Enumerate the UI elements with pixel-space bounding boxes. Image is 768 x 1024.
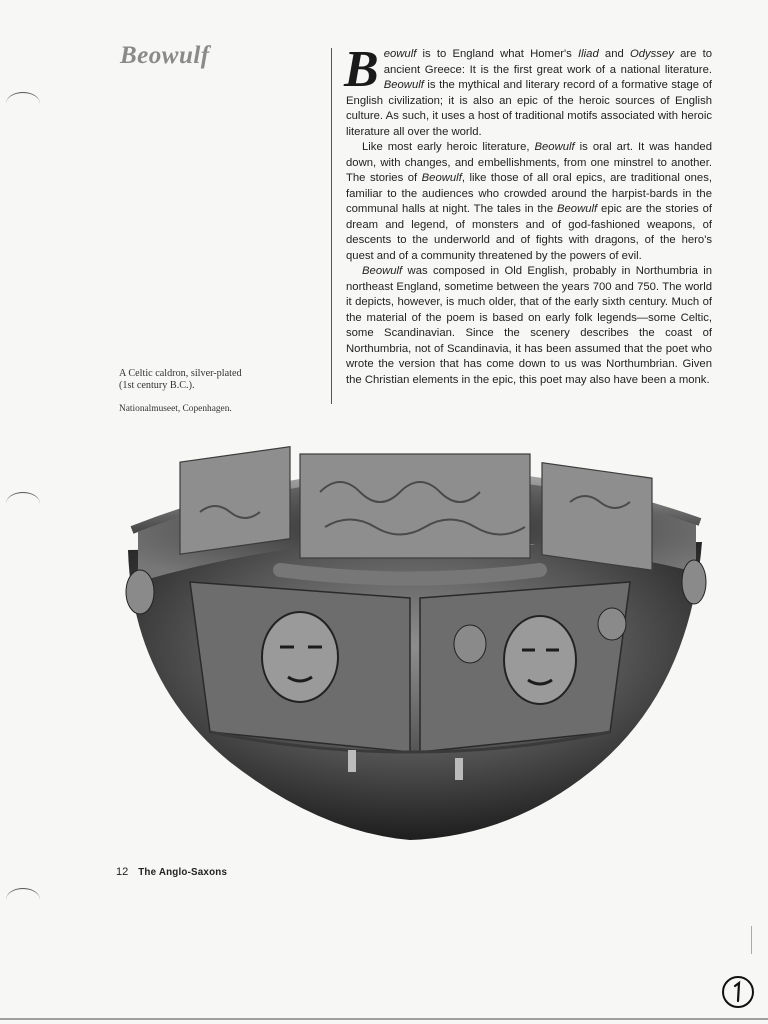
binder-hole-mark	[6, 92, 40, 115]
text-run: Like most early heroic literature,	[362, 141, 535, 153]
section-title: The Anglo-Saxons	[138, 867, 228, 878]
body-text	[344, 41, 712, 388]
caption-line-2: (1st century B.C.).	[119, 380, 195, 391]
italic-run: Beowulf	[421, 172, 462, 184]
italic-run: Beowulf	[556, 203, 598, 215]
italic-run: Beowulf	[362, 265, 403, 277]
text-run: and	[598, 48, 630, 60]
text-run: was composed in Old English, probably in Northumbria in northeast England, sometime between the years 700 and 750. The world it depicts, however, is much older, that of the early sixth century. Much of the material of the poem is based on early folk legends—some Celtic, some Scandinavian. Since the scenery describes the coast of Northumbria, not of Scandinavia, it has been assumed that the poet who wrote the version that has come down to us was Northumbrian. Given the Christian elements in the epic, this poet may also have been a monk.	[346, 265, 712, 386]
text-run: are to ancient Greece: It is the first great work of a national literature.	[383, 48, 712, 76]
page-footer	[116, 866, 227, 878]
photo-caption	[119, 368, 319, 392]
body-paragraph	[346, 264, 712, 388]
italic-run: Beowulf	[534, 141, 575, 153]
handwritten-page-mark	[720, 974, 756, 1010]
edge-mark	[751, 926, 752, 954]
page-number: 12	[116, 866, 129, 878]
italic-run: Beowulf	[383, 79, 424, 91]
page-bottom-edge	[0, 1018, 768, 1020]
paragraphs	[344, 41, 712, 388]
column-divider	[331, 48, 332, 404]
text-run: is oral art. It was handed down, with changes, and embellishments, from one minstrel to another. The stories of	[346, 141, 712, 184]
photo-credit: Nationalmuseet, Copenhagen.	[119, 404, 232, 414]
page-title: Beowulf	[120, 42, 210, 69]
binder-hole-mark	[6, 888, 40, 911]
text-run: epic are the stories of dream and legend, of monsters and of god-fashioned weapons, of descents to the underworld and of fights with dragons, of the hero's quest and of a community threatened by the powers of evil.	[346, 203, 712, 262]
caption-line-1: A Celtic caldron, silver-plated	[119, 368, 242, 379]
italic-run: Iliad	[578, 48, 599, 60]
text-run: is the mythical and literary record of a formative stage of English civilization; it is also an epic of the heroic sources of English culture. As such, it uses a host of traditional motifs associated with heroic literature all over the world.	[346, 79, 712, 138]
caldron-photo	[110, 432, 714, 852]
text-run: , like those of all oral epics, are traditional ones, familiar to the audiences who crowded around the harpist-bards in the communal halls at night. The tales in the	[346, 172, 712, 215]
drop-cap: B	[344, 41, 379, 98]
body-paragraph	[346, 140, 712, 264]
italic-run: eowulf	[383, 48, 417, 60]
italic-run: Odyssey	[629, 48, 674, 60]
body-paragraph	[344, 41, 712, 140]
binder-hole-mark	[6, 492, 40, 515]
text-run: is to England what Homer's	[416, 48, 578, 60]
